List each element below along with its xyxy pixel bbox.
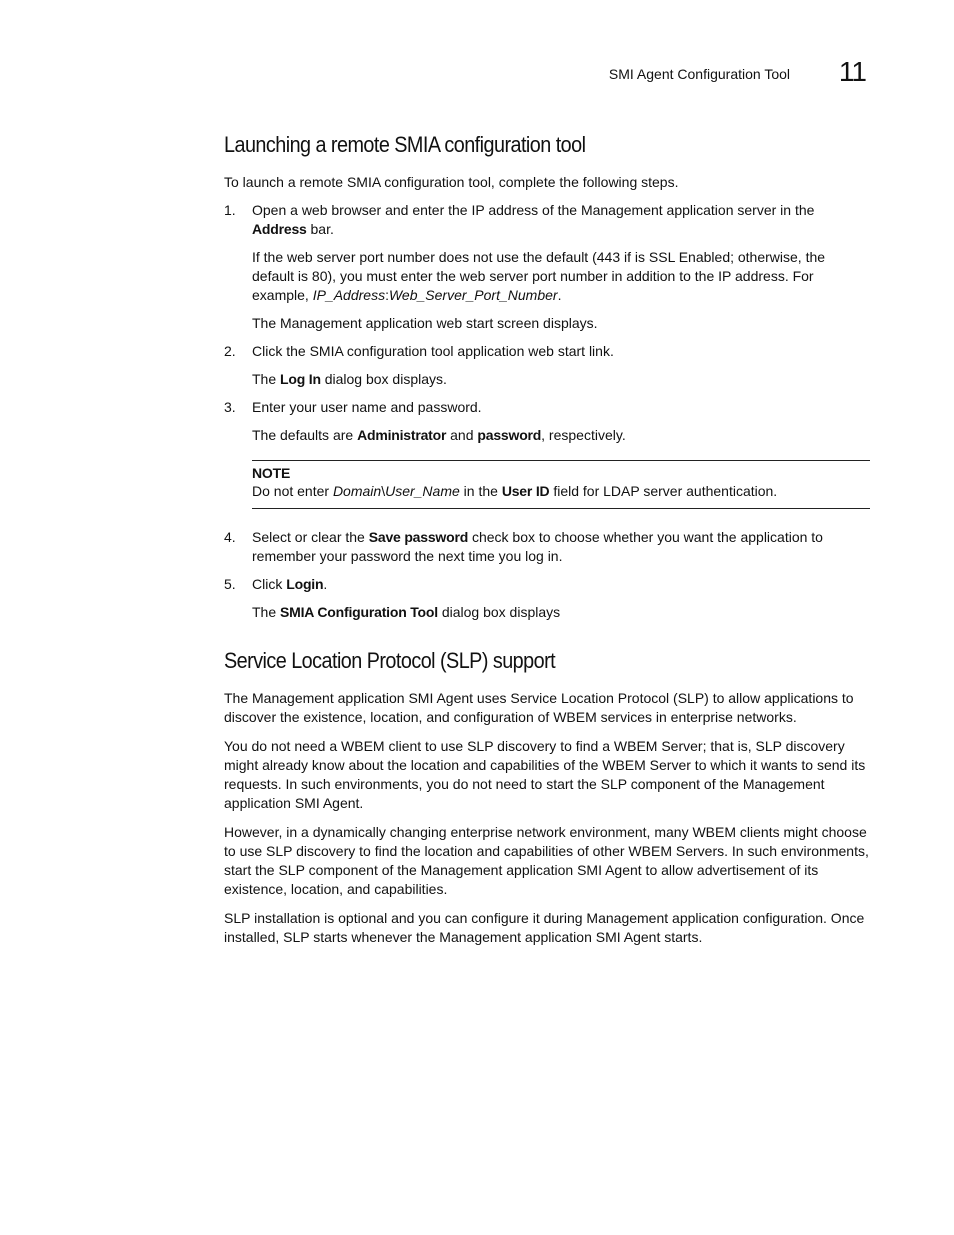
step-3	[224, 398, 870, 417]
step-text: bar.	[306, 221, 334, 237]
note-text-part: field for LDAP server authentication.	[549, 483, 778, 499]
step-2-result	[224, 370, 870, 389]
result-text: The	[252, 371, 281, 387]
step-text: Enter your user name and password.	[252, 399, 482, 415]
running-header-title: SMI Agent Configuration Tool	[608, 66, 790, 82]
result-text: dialog box displays	[437, 604, 561, 620]
step-1-result: The Management application web start screen displays.	[252, 315, 598, 331]
step-1-detail	[224, 248, 870, 305]
step-text: check box to choose whether you want the application to remember your password the next time you log in.	[252, 529, 823, 564]
result-text: The defaults are	[252, 427, 358, 443]
slp-paragraph: The Management application SMI Agent uses Service Location Protocol (SLP) to allow applications to discover the existence, location, and configuration of WBEM services in enterprise networks.	[224, 690, 854, 725]
slp-paragraph: You do not need a WBEM client to use SLP discovery to find a WBEM Server; that is, SLP discovery might already know about the location and capabilities of the WBEM Server to which it wants to send its requests. In such environments, you do not need to start the SLP component of the Management application SMI Agent.	[224, 738, 866, 811]
step-number: 1.	[224, 202, 236, 218]
step-text: Click the SMIA configuration tool application web start link.	[252, 343, 614, 359]
step-number: 4.	[224, 529, 236, 545]
result-text: The	[252, 604, 281, 620]
note-label: NOTE	[252, 465, 291, 481]
step-5-result	[224, 603, 870, 622]
ui-term-save-password: Save password	[368, 529, 469, 545]
ui-term-log-in: Log In	[280, 371, 321, 387]
step-4	[224, 528, 870, 566]
step-2	[224, 342, 870, 361]
note-user-name: User_Name	[385, 483, 460, 499]
detail-text: .	[557, 287, 562, 303]
step-text: Open a web browser and enter the IP address of the Management application server in the	[252, 202, 815, 218]
step-1	[224, 201, 870, 239]
result-text: , respectively.	[541, 427, 626, 443]
ui-term-password: password	[477, 427, 542, 443]
note-separator: \	[381, 483, 386, 499]
step-text: .	[323, 576, 328, 592]
note-text-part: Do not enter	[252, 483, 333, 499]
note-text-part: in the	[459, 483, 502, 499]
slp-paragraph: SLP installation is optional and you can configure it during Management application configuration. Once installed, SLP starts whenever the Management application SMI Agent starts.	[224, 910, 865, 945]
step-text: Click	[252, 576, 287, 592]
note-domain: Domain	[332, 483, 382, 499]
step-5	[224, 575, 870, 594]
chapter-number: 11	[838, 56, 866, 87]
ui-term-login: Login	[286, 576, 324, 592]
section-heading-launching: Launching a remote SMIA configuration tool	[224, 132, 586, 157]
example-port-number: Web_Server_Port_Number	[388, 287, 558, 303]
running-header	[560, 56, 870, 90]
step-3-result	[224, 426, 870, 445]
step-number: 2.	[224, 343, 236, 359]
note-box	[252, 460, 870, 509]
note-text	[252, 482, 870, 501]
detail-text: If the web server port number does not use the default (443 if is SSL Enabled; otherwise, the default is 80), you must enter the web server port number in addition to the IP address. For example,	[252, 249, 826, 303]
ui-term-address: Address	[252, 221, 307, 237]
example-ip-address: IP_Address	[312, 287, 386, 303]
result-text: dialog box displays.	[320, 371, 447, 387]
page-content	[224, 132, 870, 947]
detail-colon: :	[385, 287, 389, 303]
section-heading-slp: Service Location Protocol (SLP) support	[224, 648, 556, 673]
step-number: 5.	[224, 576, 236, 592]
section-intro: To launch a remote SMIA configuration tool, complete the following steps.	[224, 174, 679, 190]
ui-term-smia-configuration-tool: SMIA Configuration Tool	[280, 604, 438, 620]
slp-paragraph: However, in a dynamically changing enterprise network environment, many WBEM clients might choose to use SLP discovery to find the location and capabilities of other WBEM Servers. In such environments, start the SLP component of the Management application SMI Agent to allow advertisement of its existence, location, and capabilities.	[224, 824, 869, 897]
ui-term-user-id: User ID	[501, 483, 550, 499]
result-text: and	[446, 427, 478, 443]
step-text: Select or clear the	[252, 529, 369, 545]
step-number: 3.	[224, 399, 236, 415]
ui-term-administrator: Administrator	[357, 427, 447, 443]
